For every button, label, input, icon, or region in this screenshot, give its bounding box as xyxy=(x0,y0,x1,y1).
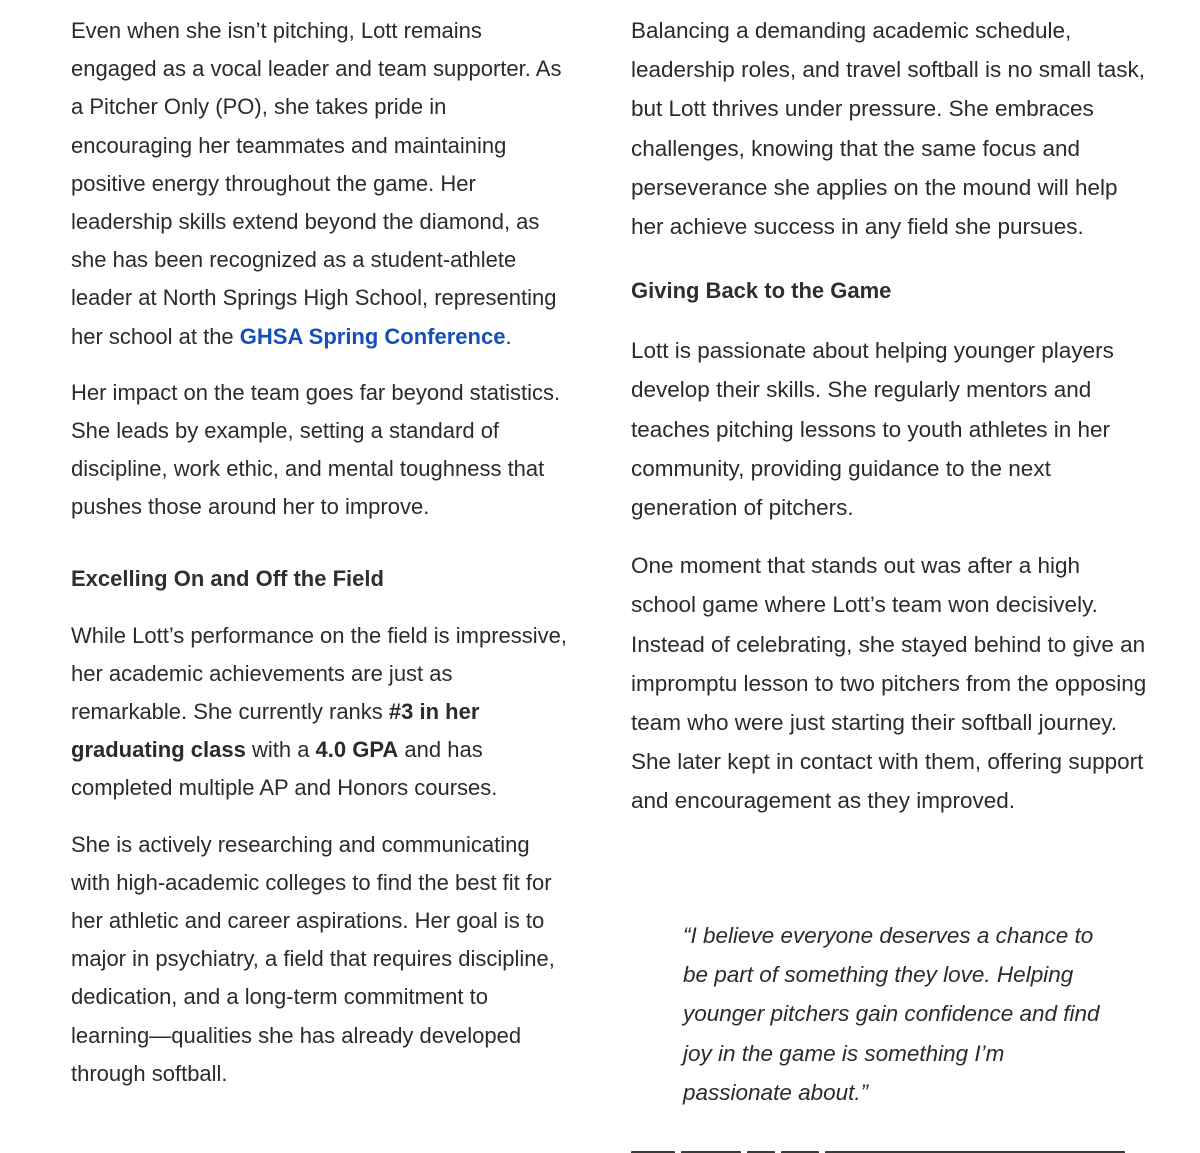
paragraph-mentoring: Lott is passionate about helping younger players develop their skills. She regularly mentors and teaches pitching lessons to youth athletes in her community, providing guidance to the next generation of pitchers. xyxy=(631,338,1114,521)
class-rank: #3 in her graduating class xyxy=(71,699,480,763)
paragraph-colleges: She is actively researching and communicating with high-academic colleges to find the best fit for her athletic and career aspirations. Her goal is to major in psychiatry, a field that requires discipline, dedication, and a long-term commitment to learning—qualities she has already developed through softball. xyxy=(71,831,555,1086)
gpa-value: 4.0 GPA xyxy=(315,737,399,763)
paragraph-leadership xyxy=(71,12,571,356)
paragraph-academics-text-2: with a xyxy=(245,737,316,763)
cut-off-text-line xyxy=(631,1143,1161,1153)
paragraph-moment: One moment that stands out was after a high school game where Lott’s team won decisively. Instead of celebrating, she stayed behind to give an impromptu lesson to two pitchers from the opposing team who were just starting their softball journey. She later kept in contact with them, offering support and encouragement as they improved. xyxy=(631,553,1147,814)
paragraph-leadership-end: . xyxy=(505,323,512,349)
heading-giving-back: Giving Back to the Game xyxy=(631,278,892,304)
ghsa-conference-link[interactable]: GHSA Spring Conference xyxy=(239,323,506,349)
heading-excelling: Excelling On and Off the Field xyxy=(71,565,384,591)
paragraph-academics-text: While Lott’s performance on the field is impressive, her academic achievements are just as remarkable. She currently ranks xyxy=(71,622,568,725)
left-column xyxy=(71,0,571,1093)
paragraph-balancing: Balancing a demanding academic schedule, leadership roles, and travel softball is no small task, but Lott thrives under pressure. She embraces challenges, knowing that the same focus and perseverance she applies on the mound will help her achieve success in any field she pursues. xyxy=(631,18,1145,240)
paragraph-academics-text-3: and has completed multiple AP and Honors courses. xyxy=(71,737,498,801)
paragraph-academics xyxy=(71,617,571,808)
paragraph-leadership-text: Even when she isn’t pitching, Lott remains engaged as a vocal leader and team supporter. As a Pitcher Only (PO), she takes pride in encouraging her teammates and maintaining positive energy throughout the game. Her leadership skills extend beyond the diamond, as she has been recognized as a student-athlete leader at North Springs High School, representing her school at the xyxy=(71,18,562,349)
pull-quote: “I believe everyone deserves a chance to be part of something they love. Helping younger pitchers gain confidence and find joy in the game is something I’m passionate about.” xyxy=(683,923,1100,1105)
right-column xyxy=(631,0,1151,821)
paragraph-impact: Her impact on the team goes far beyond statistics. She leads by example, setting a standard of discipline, work ethic, and mental toughness that pushes those around her to improve. xyxy=(71,379,561,520)
